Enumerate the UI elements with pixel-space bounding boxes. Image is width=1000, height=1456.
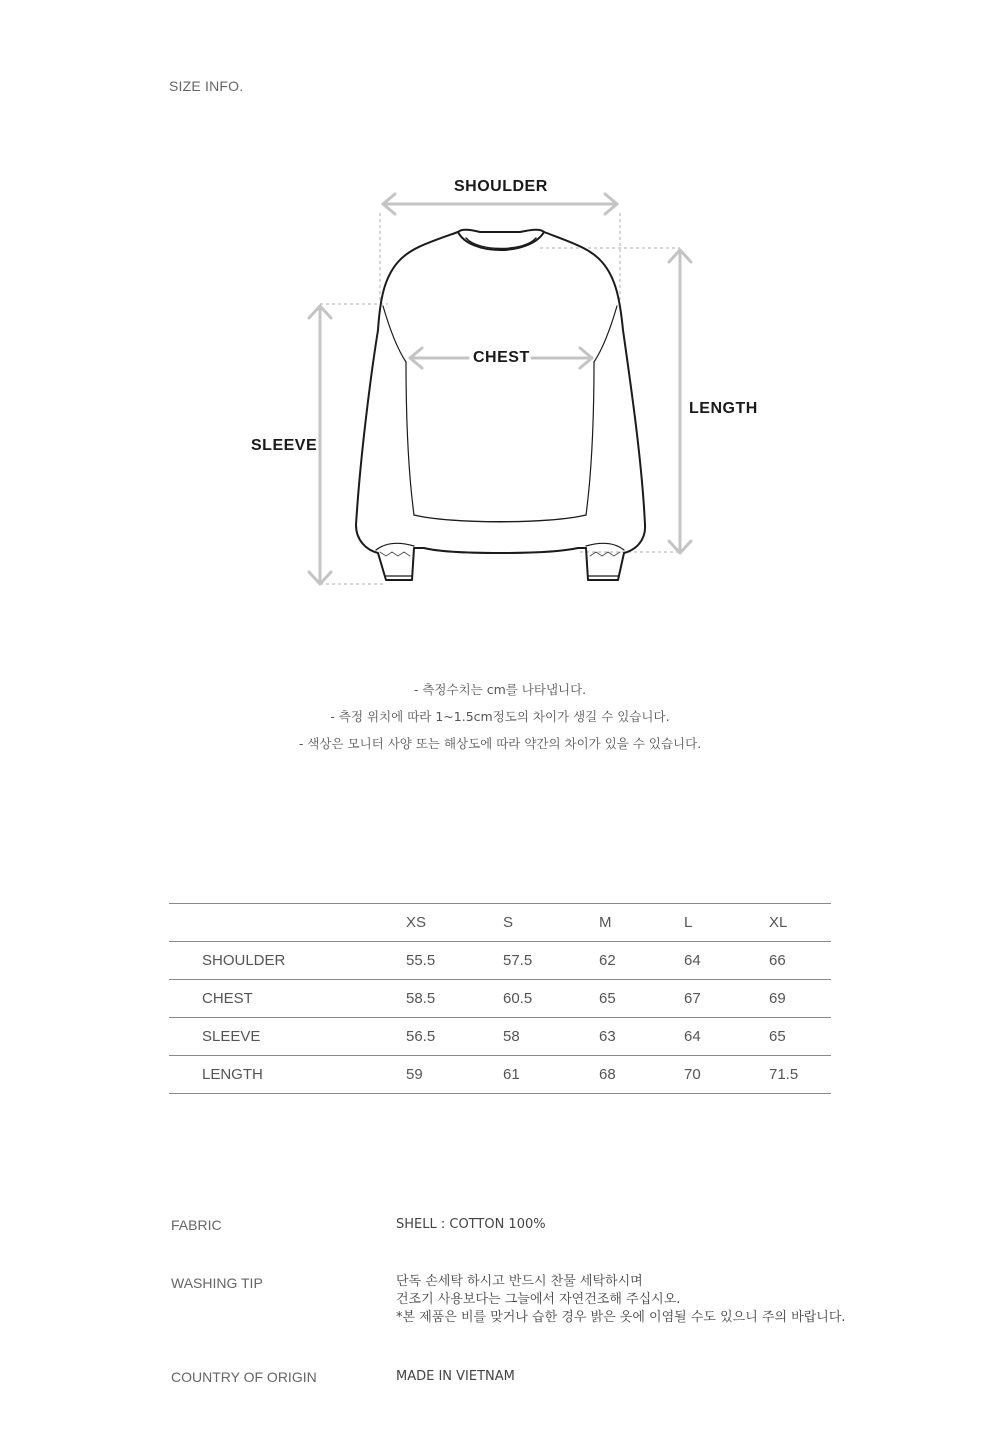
row-label: SHOULDER	[169, 942, 406, 980]
size-table	[169, 903, 831, 1094]
table-row	[169, 1018, 831, 1056]
cell-value: 59	[406, 1056, 503, 1094]
header-xl: XL	[769, 904, 831, 942]
shoulder-arrow	[383, 194, 617, 214]
cell-value: 62	[599, 942, 684, 980]
chest-label: CHEST	[473, 349, 530, 366]
cell-value: 65	[599, 980, 684, 1018]
table-header-row	[169, 904, 831, 942]
cell-value: 64	[684, 1018, 769, 1056]
cell-value: 70	[684, 1056, 769, 1094]
length-label: LENGTH	[689, 400, 758, 417]
length-arrow	[669, 250, 691, 553]
measure-arrows	[309, 194, 691, 584]
note-line: - 측정 위치에 따라 1~1.5cm정도의 차이가 생길 수 있습니다.	[330, 709, 670, 724]
cell-value: 58	[503, 1018, 599, 1056]
header-m: M	[599, 904, 684, 942]
cell-value: 58.5	[406, 980, 503, 1018]
table-row	[169, 942, 831, 980]
cell-value: 71.5	[769, 1056, 831, 1094]
table-row	[169, 1056, 831, 1094]
cell-value: 66	[769, 942, 831, 980]
measurement-notes	[0, 680, 1000, 761]
cell-value: 65	[769, 1018, 831, 1056]
section-title: SIZE INFO.	[169, 78, 244, 94]
note-line: - 색상은 모니터 사양 또는 해상도에 따라 약간의 차이가 있을 수 있습니다.	[298, 736, 702, 751]
washing-tip-label: WASHING TIP	[171, 1275, 263, 1291]
sleeve-label: SLEEVE	[251, 437, 318, 454]
header-s: S	[503, 904, 599, 942]
cell-value: 64	[684, 942, 769, 980]
cell-value: 68	[599, 1056, 684, 1094]
header-l: L	[684, 904, 769, 942]
fabric-value: SHELL : COTTON 100%	[396, 1217, 546, 1232]
note-line: - 측정수치는 cm를 나타냅니다.	[413, 682, 587, 697]
row-label: CHEST	[169, 980, 406, 1018]
cell-value: 57.5	[503, 942, 599, 980]
table-row	[169, 980, 831, 1018]
cell-value: 60.5	[503, 980, 599, 1018]
cell-value: 56.5	[406, 1018, 503, 1056]
cell-value: 55.5	[406, 942, 503, 980]
washing-line: 건조기 사용보다는 그늘에서 자연건조해 주십시오.	[396, 1292, 681, 1307]
origin-label: COUNTRY OF ORIGIN	[171, 1369, 317, 1385]
guide-lines	[320, 213, 680, 584]
cell-value: 67	[684, 980, 769, 1018]
size-diagram	[0, 0, 1000, 640]
header-xs: XS	[406, 904, 503, 942]
header-empty	[169, 904, 406, 942]
cell-value: 69	[769, 980, 831, 1018]
washing-tip-text	[396, 1273, 846, 1327]
sweatshirt-drawing	[356, 230, 645, 580]
shoulder-label: SHOULDER	[454, 178, 548, 195]
fabric-label: FABRIC	[171, 1217, 222, 1233]
row-label: SLEEVE	[169, 1018, 406, 1056]
row-label: LENGTH	[169, 1056, 406, 1094]
cell-value: 63	[599, 1018, 684, 1056]
origin-value: MADE IN VIETNAM	[396, 1369, 515, 1384]
washing-line: 단독 손세탁 하시고 반드시 찬물 세탁하시며	[396, 1274, 643, 1289]
cell-value: 61	[503, 1056, 599, 1094]
washing-line: *본 제품은 비를 맞거나 습한 경우 밝은 옷에 이염될 수도 있으니 주의 바랍니다.	[396, 1310, 846, 1325]
